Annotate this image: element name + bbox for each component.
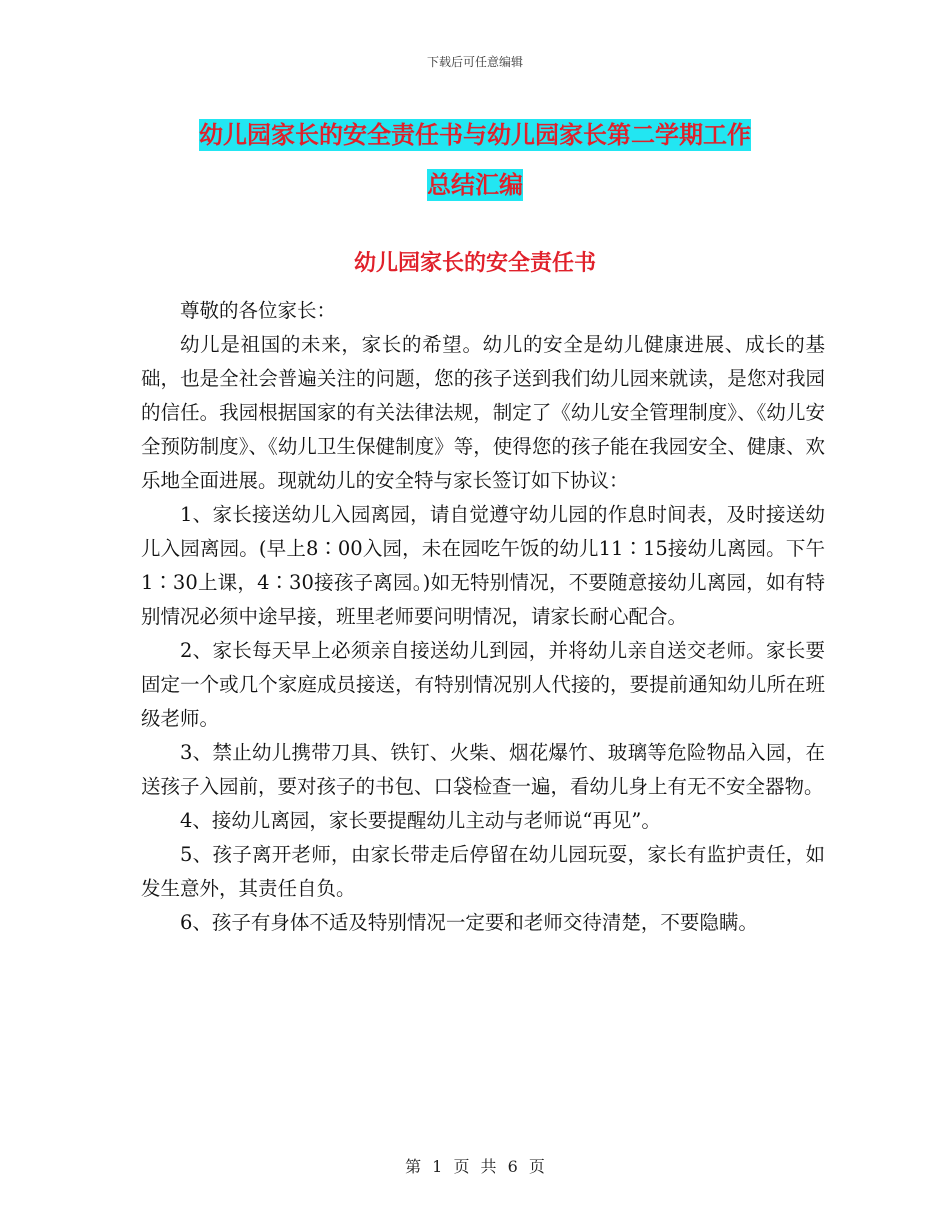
paragraph-item-2: 2、家长每天早上必须亲自接送幼儿到园，并将幼儿亲自送交老师。家长要固定一个或几个家庭成员接送，有特别情况别人代接的，要提前通知幼儿所在班级老师。	[141, 639, 825, 730]
paragraph-item-4: 4、接幼儿离园，家长要提醒幼儿主动与老师说“再见”。	[180, 809, 661, 832]
section-title: 幼儿园家长的安全责任书	[353, 251, 596, 276]
paragraph-item-6: 6、孩子有身体不适及特别情况一定要和老师交待清楚，不要隐瞒。	[180, 911, 758, 934]
paragraph-intro: 幼儿是祖国的未来，家长的希望。幼儿的安全是幼儿健康进展、成长的基础，也是全社会普遍关注的问题，您的孩子送到我们幼儿园来就读，是您对我园的信任。我园根据国家的有关法律法规，制定了《幼儿安全管理制度》、《幼儿安全预防制度》、《幼儿卫生保健制度》等，使得您的孩子能在我园安全、健康、欢乐地全面进展。现就幼儿的安全特与家长签订如下协议：	[141, 333, 825, 492]
paragraph-item-1: 1、家长接送幼儿入园离园，请自觉遵守幼儿园的作息时间表，及时接送幼儿入园离园。(早上8∶00入园，未在园吃午饭的幼儿11∶15接幼儿离园。下午1∶30上课，4∶30接孩子离园。)如无特别情况，不要随意接幼儿离园，如有特别情况必须中途早接，班里老师要问明情况，请家长耐心配合。	[141, 503, 825, 628]
paragraph-item-3: 3、禁止幼儿携带刀具、铁钉、火柴、烟花爆竹、玻璃等危险物品入园，在送孩子入园前，要对孩子的书包、口袋检查一遍，看幼儿身上有无不安全器物。	[141, 741, 825, 798]
title-line-1: 幼儿园家长的安全责任书与幼儿园家长第二学期工作	[199, 121, 751, 149]
page-footer: 第 1 页 共 6 页	[405, 1157, 545, 1176]
salutation: 尊敬的各位家长：	[180, 299, 337, 322]
paragraph-item-5: 5、孩子离开老师，由家长带走后停留在幼儿园玩耍，家长有监护责任，如发生意外，其责任自负。	[141, 843, 825, 900]
document-title	[0, 110, 950, 210]
document-body	[141, 294, 825, 940]
title-line-2: 总结汇编	[427, 171, 523, 199]
header-note: 下载后可任意编辑	[426, 55, 523, 69]
